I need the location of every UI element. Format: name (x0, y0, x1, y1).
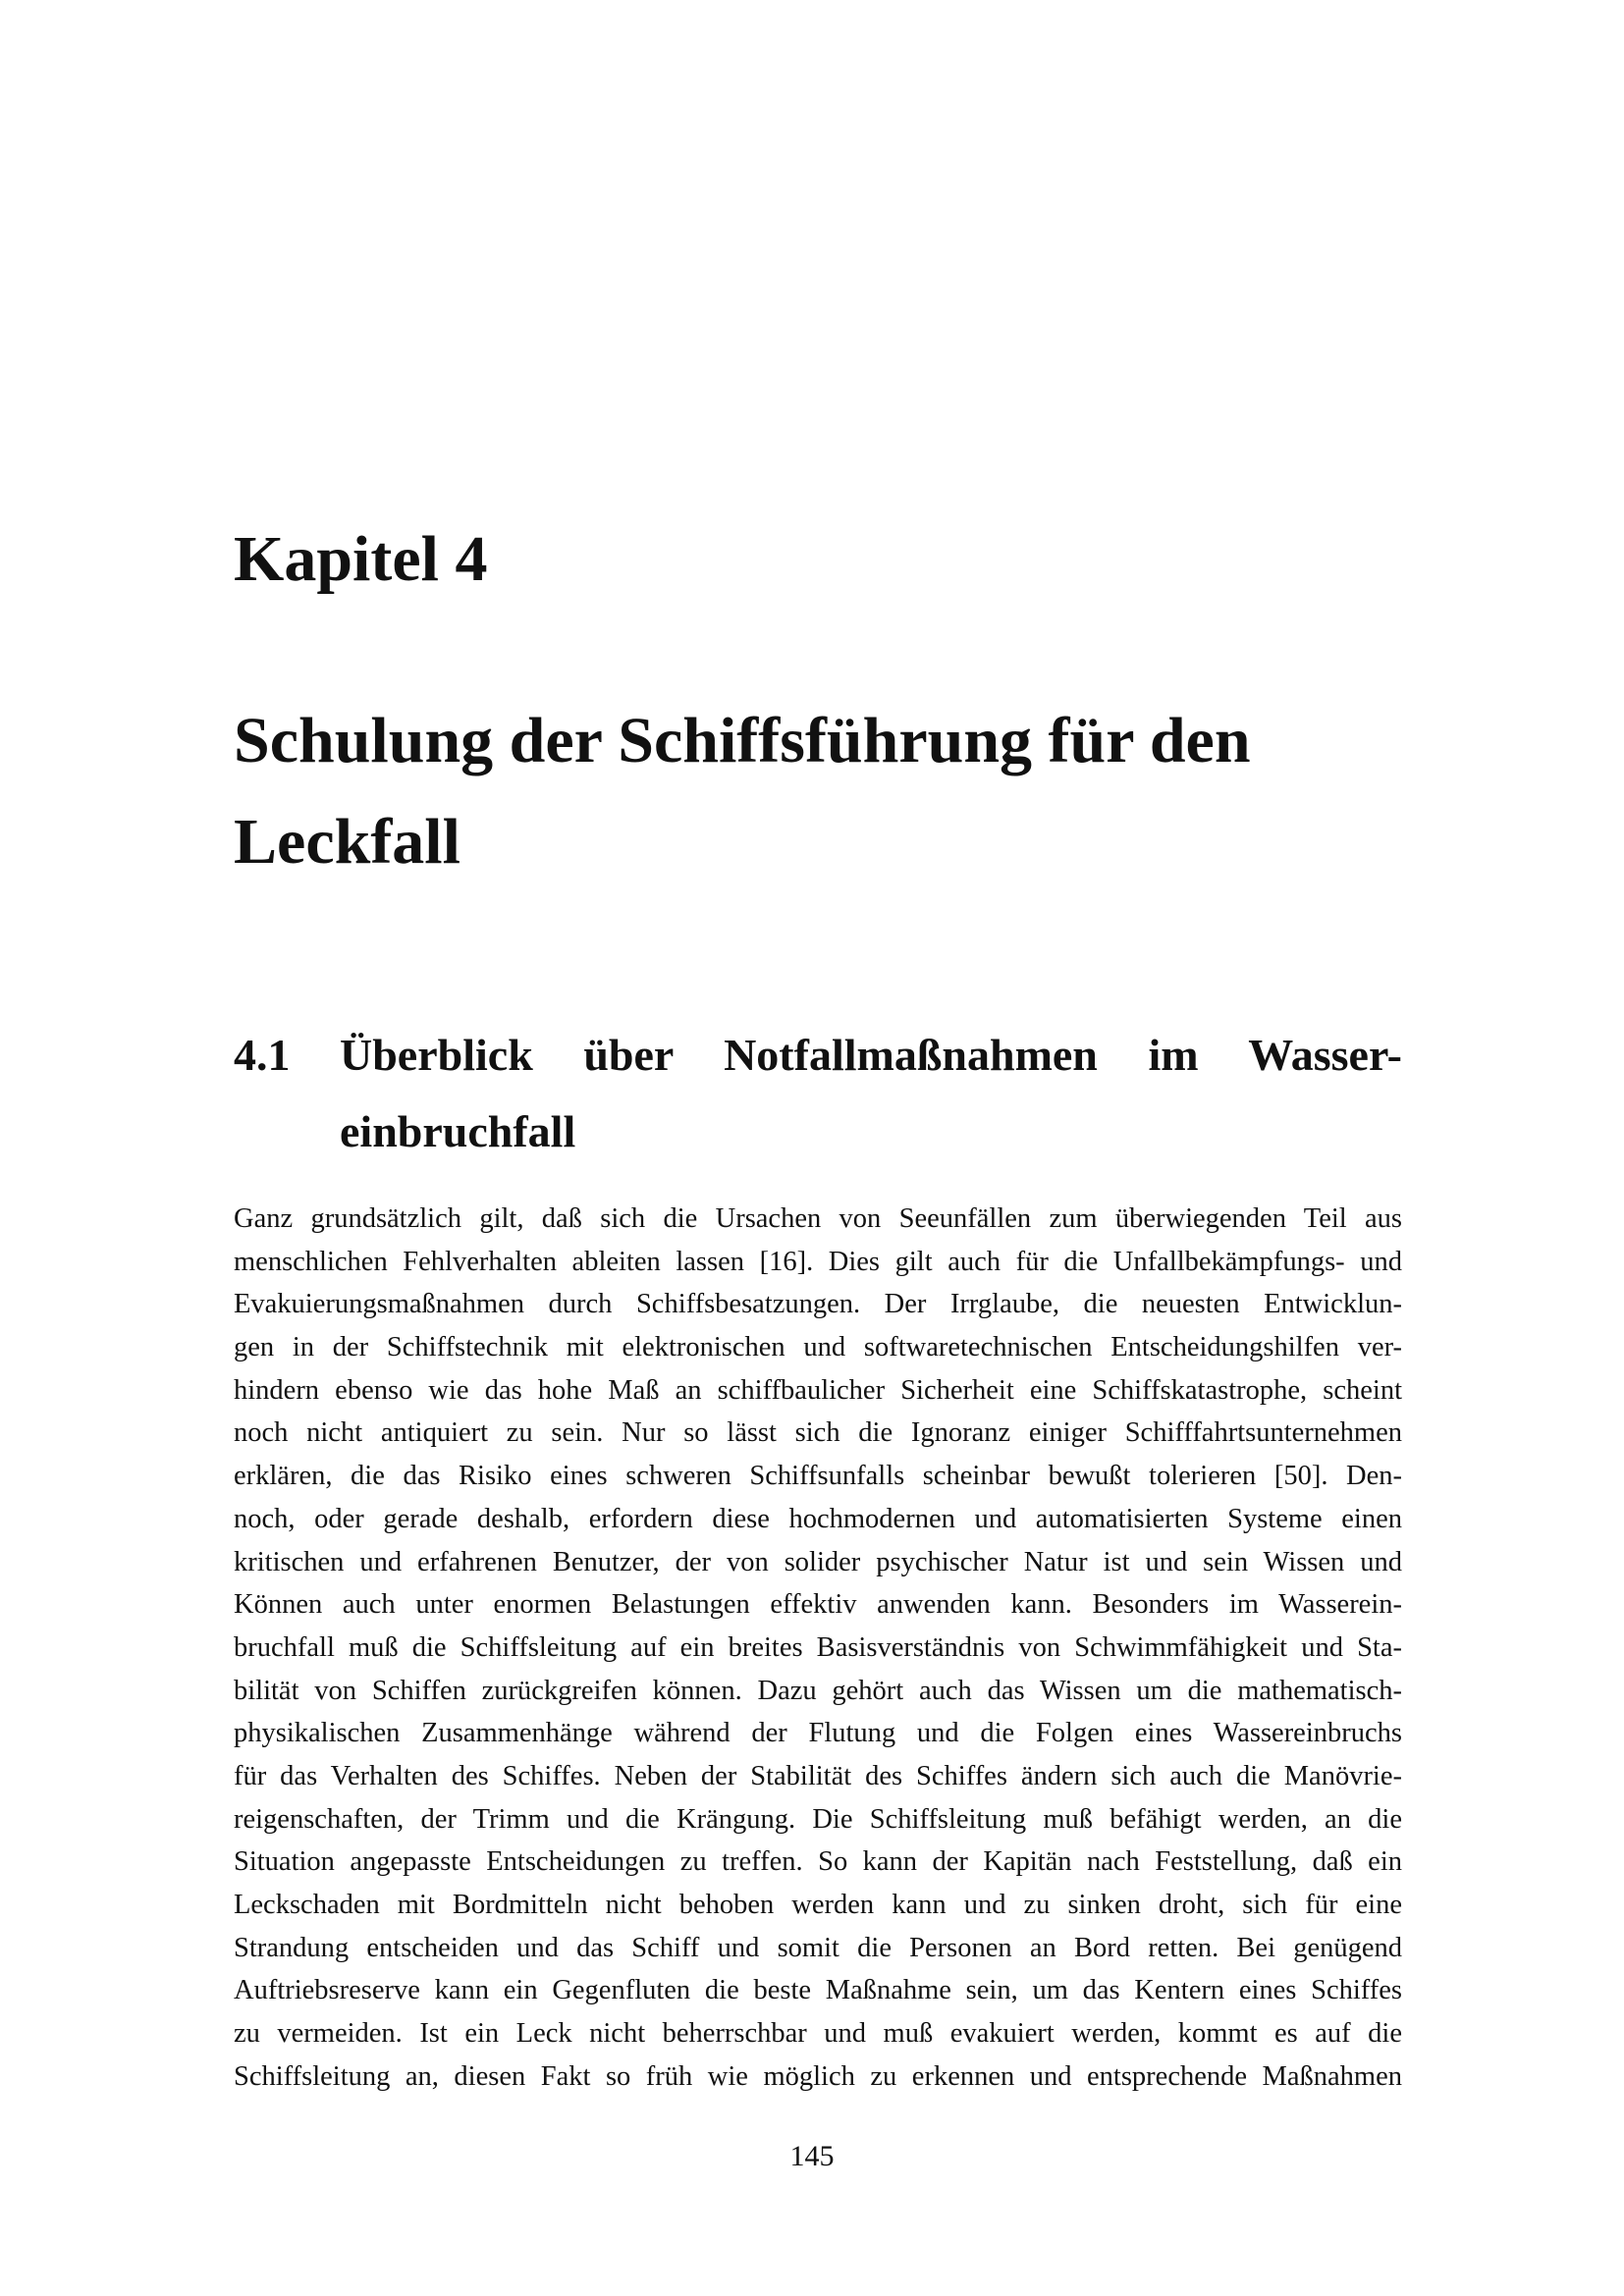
body-line: physikalischen Zusammenhänge während der Flutung und die Folgen eines Wassereinbruchs (234, 1718, 1402, 1749)
body-line: kritischen und erfahrenen Benutzer, der von solider psychischer Natur ist und sein Wissen und (234, 1546, 1402, 1577)
body-line: bilität von Schiffen zurückgreifen können. Dazu gehört auch das Wissen um die mathematisch- (234, 1675, 1402, 1706)
body-line: für das Verhalten des Schiffes. Neben der Stabilität des Schiffes ändern sich auch die Manövrie- (234, 1760, 1402, 1791)
section-title (340, 1017, 1402, 1170)
chapter-title: Schulung der Schiffsführung für den Leckfall (234, 705, 1251, 878)
body-line: Auftriebsreserve kann ein Gegenfluten die beste Maßnahme sein, um das Kentern eines Schiffes (234, 1975, 1402, 2006)
body-line: Leckschaden mit Bordmitteln nicht behoben werden kann und zu sinken droht, sich für eine (234, 1890, 1402, 1920)
body-line: Situation angepasste Entscheidungen zu treffen. So kann der Kapitän nach Feststellung, daß ein (234, 1846, 1402, 1878)
body-line: erklären, die das Risiko eines schweren Schiffsunfalls scheinbar bewußt tolerieren [50]. Den- (234, 1461, 1402, 1492)
section-title-line: einbruchfall (340, 1106, 576, 1156)
body-line: gen in der Schiffstechnik mit elektronischen und softwaretechnischen Entscheidungshilfen ver- (234, 1332, 1402, 1363)
body-line: reigenschaften, der Trimm und die Krängung. Die Schiffsleitung muß befähigt werden, an die (234, 1803, 1402, 1835)
body-line: noch nicht antiquiert zu sein. Nur so lässt sich die Ignoranz einiger Schifffahrtsunternehmen (234, 1417, 1402, 1449)
body-line: Ganz grundsätzlich gilt, daß sich die Ursachen von Seeunfällen zum überwiegenden Teil aus (234, 1203, 1402, 1234)
body-line: hindern ebenso wie das hohe Maß an schiffbaulicher Sicherheit eine Schiffskatastrophe, scheint (234, 1374, 1402, 1406)
body-line: Strandung entscheiden und das Schiff und somit die Personen an Bord retten. Bei genügend (234, 1932, 1402, 1963)
body-line: Können auch unter enormen Belastungen effektiv anwenden kann. Besonders im Wasserein- (234, 1589, 1402, 1621)
chapter-label: Kapitel 4 (234, 523, 488, 595)
body-paragraph (234, 1198, 1402, 2098)
body-line: zu vermeiden. Ist ein Leck nicht beherrschbar und muß evakuiert werden, kommt es auf die (234, 2018, 1402, 2050)
body-line: bruchfall muß die Schiffsleitung auf ein breites Basisverständnis von Schwimmfähigkeit und Sta- (234, 1631, 1402, 1663)
section-title-line: Überblick über Notfallmaßnahmen im Wasser- (340, 1030, 1402, 1080)
body-line: Schiffsleitung an, diesen Fakt so früh wie möglich zu erkennen und entsprechende Maßnahmen (234, 2060, 1402, 2092)
section-heading (234, 1017, 1402, 1170)
body-line: menschlichen Fehlverhalten ableiten lassen [16]. Dies gilt auch für die Unfallbekämpfungs- und (234, 1246, 1402, 1277)
body-line: noch, oder gerade deshalb, erfordern diese hochmodernen und automatisierten Systeme einen (234, 1503, 1402, 1534)
section-number: 4.1 (234, 1030, 291, 1080)
body-line: Evakuierungsmaßnahmen durch Schiffsbesatzungen. Der Irrglaube, die neuesten Entwicklun- (234, 1289, 1402, 1320)
page-number: 145 (789, 2140, 835, 2172)
